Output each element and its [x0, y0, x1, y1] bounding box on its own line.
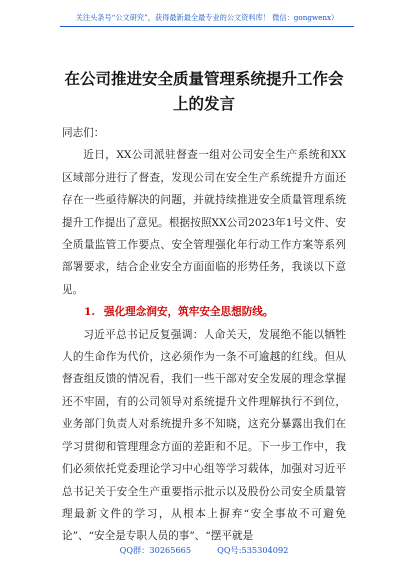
document-title-line-1: 在公司推进安全质量管理系统提升工作会 — [64, 69, 344, 88]
header-promo-text: 关注头条号“公文研究”，获得最新最全最专业的公文资料库！ 微信：gongwenx） — [60, 13, 354, 27]
footer-qq: QQ号:535304092 — [217, 545, 289, 555]
footer-qq-group: QQ群：30265665 — [119, 545, 192, 555]
section-heading-1 — [62, 301, 346, 323]
document-title-line-2: 上的发言 — [172, 94, 235, 113]
document-body — [62, 122, 346, 548]
footer-contact — [0, 545, 408, 556]
document-title — [50, 66, 358, 116]
paragraph-intro: 近日，XX公司派驻督查一组对公司安全生产系统和XX区域部分进行了督查，发现公司在安全生产系统提升方面还存在一些亟待解决的问题，并就持续推进安全质量管理系统提升工作提出了意见。根据按照XX公司2023年1号文件、安全质量监管工作要点、安全管理强化年行动工作方案等系列部署要求，结合企业安全方面面临的形势任务，我谈以下意见。 — [62, 149, 346, 296]
salutation: 同志们： — [62, 127, 105, 139]
section-heading-text: 强化理念润安，筑牢安全思想防线。 — [104, 306, 274, 319]
section-heading-number: 1. — [84, 306, 96, 319]
paragraph-section-1: 习近平总书记反复强调：人命关天，发展绝不能以牺牲人的生命作为代价，这必须作为一条不可逾越的红线。但从督查组反馈的情况看，我们一些干部对安全发展的理念掌握还不牢固，有的公司领导对系统提升文件理解执行不到位，业务部门负责人对系统提升多不知晓，这充分暴露出我们在学习贯彻和管理理念方面的差距和不足。下一步工作中，我们必须依托党委理论学习中心组等学习载体，加强对习近平总书记关于安全生产重要指示批示以及股份公司安全质量管理最新文件的学习，从根本上摒弃“安全事故不可避免论”、“安全是专职人员的事”、“摆平就是 — [62, 328, 346, 543]
